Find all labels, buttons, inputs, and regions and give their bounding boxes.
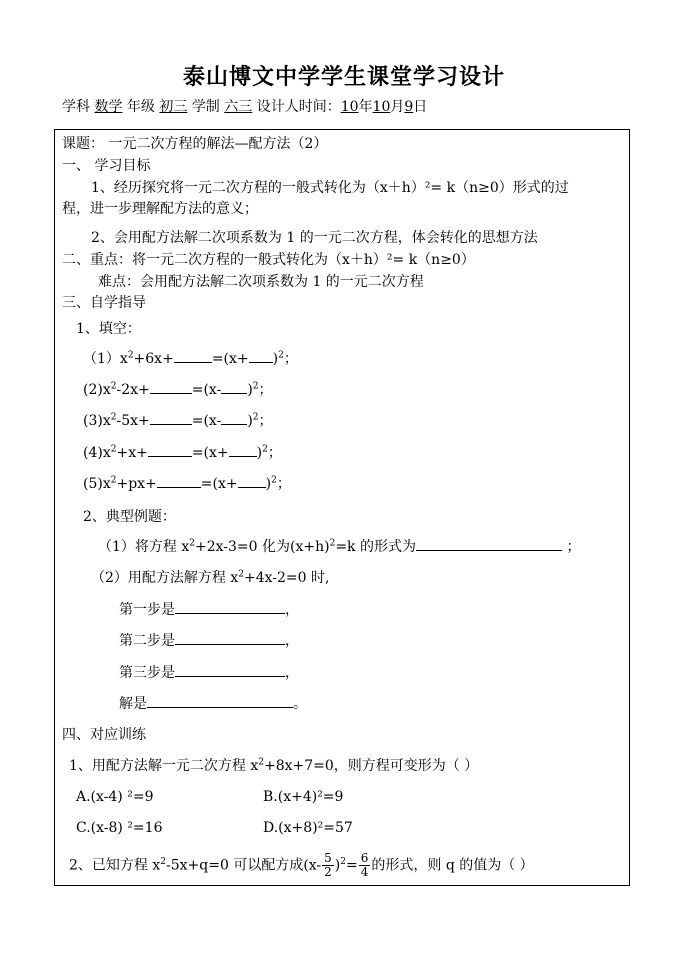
fill-item-4: $(4)x^2+x+ =(x+ )^2$；	[83, 444, 282, 461]
fraction-six-fourths: $\frac{6}{4}$	[360, 851, 369, 879]
goal-1-line-1: 1、经历探究将一元二次方程的一般式转化为（x＋h）²= k（n≥0）形式的过	[91, 180, 569, 196]
option-d: D.(x+8)²=57	[263, 820, 353, 836]
answer-blank[interactable]	[175, 664, 285, 677]
answer-blank[interactable]	[175, 601, 285, 614]
answer-blank[interactable]	[175, 632, 285, 645]
answer-blank[interactable]	[221, 381, 247, 394]
lesson-topic: 课题： 一元二次方程的解法—配方法（2）	[62, 136, 328, 152]
answer-blank[interactable]	[157, 475, 201, 488]
answer-blank[interactable]	[148, 444, 192, 457]
key-point: 二、重点：将一元二次方程的一般式转化为（x＋h）²= k（n≥0）	[62, 252, 475, 268]
goal-1-line-2: 程，进一步理解配方法的意义；	[62, 201, 258, 217]
year-unit: 年	[358, 99, 373, 115]
section-self-study-heading: 三、自学指导	[62, 295, 146, 311]
example-1: （1）将方程 $x^2+2x-3=0$ 化为$(x+h)^2=k$ 的形式为 ；	[98, 538, 581, 555]
answer-blank[interactable]	[238, 475, 266, 488]
answer-blank[interactable]	[249, 350, 273, 363]
day-unit: 日	[413, 99, 428, 115]
fill-item-5: $(5)x^2+px+ =(x+ )^2$；	[83, 475, 291, 492]
answer-blank[interactable]	[150, 412, 192, 425]
answer-blank[interactable]	[221, 412, 247, 425]
fraction-five-halves: $\frac{5}{2}$	[324, 851, 332, 879]
document-meta	[62, 96, 427, 116]
lesson-box	[54, 129, 630, 886]
answer-blank[interactable]	[150, 381, 192, 394]
option-b: B.(x+4)²=9	[263, 789, 344, 805]
example-heading: 2、典型例题：	[83, 509, 176, 525]
subject-label: 学科	[62, 99, 90, 115]
example-2: （2）用配方法解方程 $x^2+4x-2=0$ 时,	[91, 569, 330, 586]
month-unit: 月	[390, 99, 405, 115]
answer-blank[interactable]	[416, 538, 562, 551]
difficult-point: 难点：会用配方法解二次项系数为 1 的一元二次方程	[98, 274, 424, 290]
step-2: 第二步是 ，	[119, 633, 299, 649]
fill-item-2: $(2)x^2-2x+ =(x-$ )$^2$；	[83, 381, 273, 398]
year-value: 10	[340, 99, 359, 115]
system-label: 学制	[191, 99, 220, 115]
question-1: 1、用配方法解一元二次方程 $x^2+8x+7=0$，则方程可变形为（ ）	[69, 757, 479, 774]
fill-item-1: $(1)x^2+6x+ =(x+ )^2$；	[83, 350, 298, 367]
goal-2: 2、会用配方法解二次项系数为 1 的一元二次方程，体会转化的思想方法	[91, 230, 538, 246]
question-2: 2、已知方程 $x^2-5x+q=0$ 可以配方成(x- $\frac{5}{2}$ )$^2$= $\frac{6}{4}$ 的形式，则 q 的值为（ ）	[69, 851, 534, 879]
section-practice-heading: 四、对应训练	[62, 727, 146, 743]
answer-blank[interactable]	[174, 350, 212, 363]
answer-blank[interactable]	[147, 695, 293, 708]
subject-value: 数学	[94, 99, 123, 115]
grade-value: 初三	[159, 99, 188, 115]
step-3: 第三步是 ，	[119, 665, 299, 681]
designer-label: 设计人时间：	[256, 99, 341, 115]
solution: 解是 。	[119, 696, 307, 712]
step-1: 第一步是 ，	[119, 602, 299, 618]
fill-blank-heading: 1、填空：	[76, 321, 141, 337]
option-a: A.(x-4) ²=9	[76, 789, 154, 805]
fill-item-3: $(3)x^2-5x+ =(x-$ )$^2$；	[83, 412, 273, 429]
system-value: 六三	[224, 99, 253, 115]
day-value: 9	[404, 99, 414, 115]
page-title: 泰山博文中学学生课堂学习设计	[182, 64, 505, 90]
month-value: 10	[372, 99, 391, 115]
section-goals-heading: 一、 学习目标	[62, 158, 151, 174]
grade-label: 年级	[126, 99, 155, 115]
answer-blank[interactable]	[229, 444, 257, 457]
option-c: C.(x-8) ²=16	[76, 820, 163, 836]
